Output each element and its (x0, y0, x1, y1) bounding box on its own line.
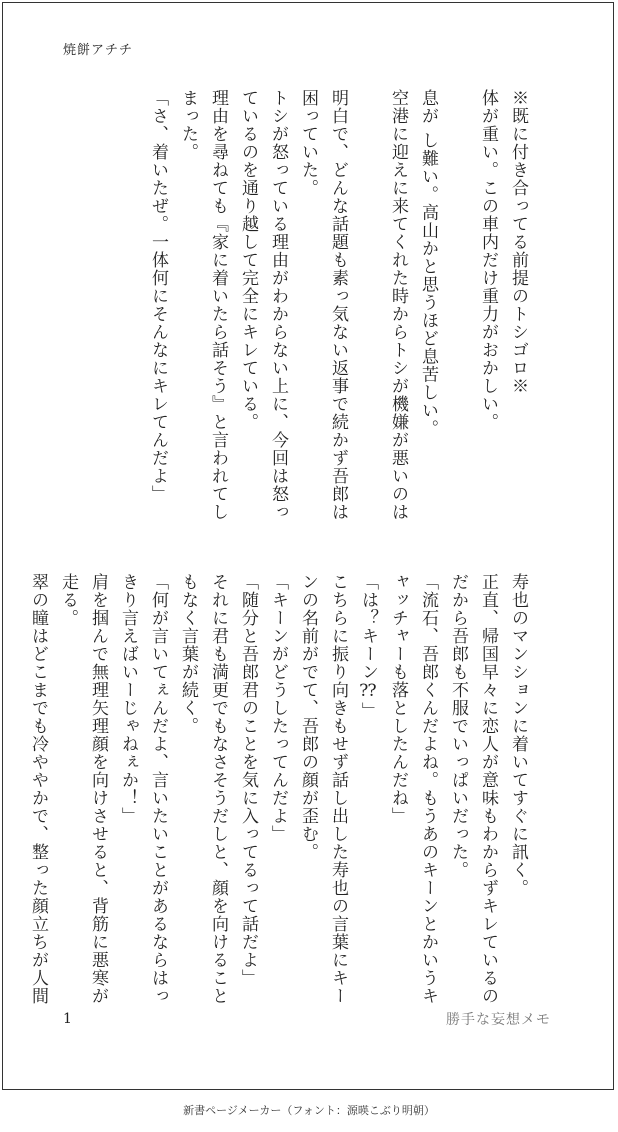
author-name: 焼餅アチチ (63, 43, 134, 58)
text-line: ャッチャーも落としたんだね」 (388, 573, 408, 825)
text-line: 肩を掴んで無理矢理顔を向けさせると、背筋に悪寒が (88, 573, 108, 1005)
book-title: 勝手な妄想メモ (446, 1012, 551, 1028)
text-line: もなく言葉が続く。 (178, 573, 198, 735)
text-line: 「は？キーン⁇」 (358, 573, 378, 720)
upper-text-block (113, 89, 533, 521)
text-line: 翠の瞳はどこまでも冷ややかで、整った顔立ちが人間 (28, 573, 48, 1005)
text-line: それに君も満更でもなさそうだしと、顔を向けること (208, 573, 228, 1005)
footer-caption: 新書ページメーカー（フォント：源暎こぶり明朝） (183, 1104, 435, 1117)
page-number: 1 (63, 1011, 72, 1027)
text-line: 「流石、吾郎くんだよね。もうあのキーンとかいうキ (418, 573, 438, 1005)
text-line: こちらに振り向きもせず話し出した寿也の言葉にキー (328, 573, 348, 1005)
text-line: 「キーンがどうしたってんだよ」 (268, 573, 288, 843)
text-line: 明白で、どんな話題も素っ気ない返事で続かず吾郎は (328, 89, 348, 521)
text-line: 理由を尋ねても『家に着いたら話そう』と言われてし (208, 89, 228, 521)
lower-text-block (23, 573, 533, 1005)
text-line: ンの名前がでて、吾郎の顔が歪む。 (298, 573, 318, 861)
text-line: 空港に迎えに来てくれた時からトシが機嫌が悪いのは (388, 89, 408, 521)
text-line: ※既に付き合ってる前提のトシゴロ※ (508, 89, 528, 395)
text-line: まった。 (178, 89, 198, 161)
text-line: 寿也のマンションに着いてすぐに訊く。 (508, 573, 528, 897)
text-line: 困っていた。 (298, 89, 318, 197)
page-frame (2, 2, 614, 1090)
text-line: トシが怒っている理由がわからない上に、今回は怒っ (268, 89, 288, 521)
text-line: 体が重い。この車内だけ重力がおかしい。 (478, 89, 498, 431)
text-line: 「さ、着いたぜ。一体何にそんなにキレてんだよ」 (148, 89, 168, 503)
text-line: 「何が言いてぇんだよ、言いたいことがあるならはっ (148, 573, 168, 1005)
text-line: 「随分と吾郎君のことを気に入ってるって話だよ」 (238, 573, 258, 987)
text-line: きり言えばいーじゃねぇか！」 (118, 573, 138, 825)
text-line: 正直、帰国早々に恋人が意味もわからずキレているの (478, 573, 498, 1005)
text-line: 走る。 (58, 573, 78, 627)
text-line: だから吾郎も不服でいっぱいだった。 (448, 573, 468, 879)
text-line: ているのを通り越して完全にキレている。 (238, 89, 258, 431)
text-line: 息が し難い。高山かと思うほど息苦しい。 (418, 89, 438, 438)
